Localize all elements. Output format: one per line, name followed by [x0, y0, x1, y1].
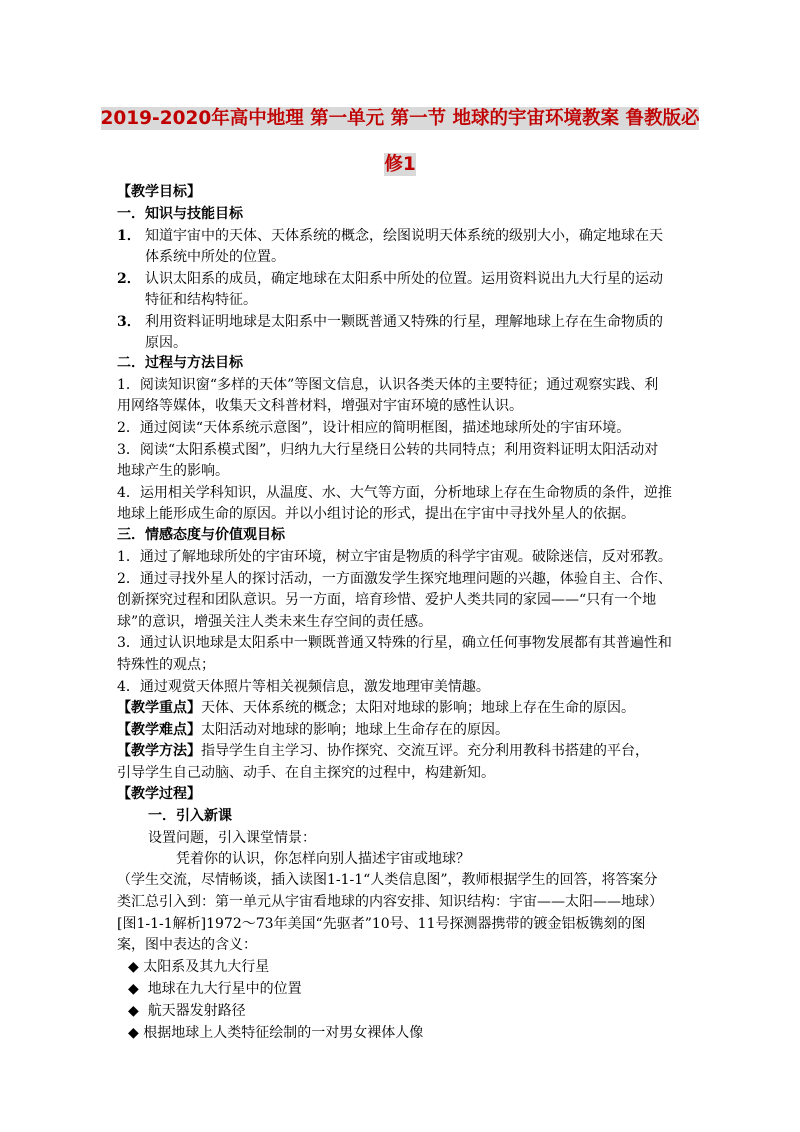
course-heading: 【教学过程】 — [117, 786, 201, 802]
process-item-4: 4．运用相关学科知识，从温度、水、大气等方面，分析地球上存在生命物质的条件，逆推 — [117, 485, 672, 501]
process-heading: 二．过程与方法目标 — [117, 355, 243, 371]
intro-line-2: 凭着你的认识，你怎样向别人描述宇宙或地球？ — [176, 851, 470, 867]
process-item-1: 1．阅读知识窗“多样的天体”等图文信息，认识各类天体的主要特征；通过观察实践、利 — [117, 377, 659, 393]
knowledge-item-1-cont: 体系统中所处的位置。 — [145, 249, 285, 265]
attitude-heading: 三．情感态度与价值观目标 — [117, 527, 285, 543]
knowledge-item-3: 3． 利用资料证明地球是太阳系中一颗既普通又特殊的行星，理解地球上存在生命物质的 — [117, 314, 663, 330]
knowledge-item-2: 2． 认识太阳系的成员，确定地球在太阳系中所处的位置。运用资料说出九大行星的运动 — [117, 271, 663, 287]
document-title-line1: 2019-2020年高中地理 第一单元 第一节 地球的宇宙环境教案 鲁教版必 — [100, 108, 700, 129]
goals-heading: 【教学目标】 — [117, 184, 201, 200]
attitude-item-3-cont: 特殊性的观点； — [117, 657, 215, 673]
list-item: ◆ 根据地球上人类特征绘制的一对男女裸体人像 — [128, 1025, 424, 1041]
attitude-item-3: 3．通过认识地球是太阳系中一颗既普通又特殊的行星，确立任何事物发展都有其普遍性和 — [117, 635, 672, 651]
intro-line-3: （学生交流，尽情畅谈，插入读图1-1-1“人类信息图”，教师根据学生的回答，将答案分 — [117, 872, 658, 888]
intro-heading: 一．引入新课 — [148, 808, 232, 824]
process-item-3-cont: 地球产生的影响。 — [117, 463, 229, 479]
attitude-item-2-cont2: 球”的意识，增强关注人类未来生存空间的责任感。 — [117, 614, 433, 630]
list-item: ◆ 太阳系及其九大行星 — [128, 959, 270, 975]
teaching-methods-cont: 引导学生自己动脑、动手、在自主探究的过程中，构建新知。 — [117, 765, 495, 781]
attitude-item-2: 2．通过寻找外星人的探讨活动，一方面激发学生探究地理问题的兴趣，体验自主、合作、 — [117, 571, 672, 587]
knowledge-item-3-cont: 原因。 — [145, 335, 187, 351]
list-item: ◆ 航天器发射路径 — [128, 1003, 246, 1019]
difficult-points: 【教学难点】太阳活动对地球的影响；地球上生命存在的原因。 — [117, 722, 509, 738]
process-item-2: 2．通过阅读“天体系统示意图”，设计相应的简明框图，描述地球所处的宇宙环境。 — [117, 420, 631, 436]
knowledge-item-1: 1． 知道宇宙中的天体、天体系统的概念，绘图说明天体系统的级别大小，确定地球在天 — [117, 228, 663, 244]
document-title-line2: 修1 — [384, 154, 416, 175]
process-item-1-cont: 用网络等媒体，收集天文科普材料，增强对宇宙环境的感性认识。 — [117, 398, 523, 414]
diamond-bullet-icon: ◆ — [128, 1003, 139, 1019]
intro-line-3-cont: 类汇总引入到：第一单元从宇宙看地球的内容安排、知识结构：宇宙——太阳——地球） — [117, 894, 663, 910]
key-points: 【教学重点】天体、天体系统的概念；太阳对地球的影响；地球上存在生命的原因。 — [117, 700, 635, 716]
list-item: ◆ 地球在九大行星中的位置 — [128, 981, 302, 997]
diamond-bullet-icon: ◆ — [128, 1025, 139, 1041]
teaching-methods: 【教学方法】指导学生自主学习、协作探究、交流互评。充分利用教科书搭建的平台， — [117, 743, 649, 759]
intro-line-1: 设置问题，引入课堂情景： — [148, 830, 316, 846]
intro-line-4-cont: 案，图中表达的含义： — [117, 937, 257, 953]
knowledge-item-2-cont: 特征和结构特征。 — [145, 292, 257, 308]
attitude-item-2-cont: 创新探究过程和团队意识。另一方面，培育珍惜、爱护人类共同的家园——“只有一个地 — [117, 592, 657, 608]
process-item-3: 3．阅读“太阳系模式图”，归纳九大行星绕日公转的共同特点；利用资料证明太阳活动对 — [117, 442, 659, 458]
attitude-item-1: 1．通过了解地球所处的宇宙环境，树立宇宙是物质的科学宇宙观。破除迷信，反对邪教。 — [117, 549, 672, 565]
process-item-4-cont: 地球上能形成生命的原因。并以小组讨论的形式，提出在宇宙中寻找外星人的依据。 — [117, 506, 635, 522]
attitude-item-4: 4．通过观赏天体照片等相关视频信息，激发地理审美情趣。 — [117, 679, 490, 695]
diamond-bullet-icon: ◆ — [128, 959, 139, 975]
diamond-bullet-icon: ◆ — [128, 981, 139, 997]
knowledge-heading: 一．知识与技能目标 — [117, 206, 243, 222]
intro-line-4: [图1-1-1解析]1972～73年美国“先驱者”10号、11号探测器携带的镀金铝板镌刻的图 — [117, 916, 646, 932]
